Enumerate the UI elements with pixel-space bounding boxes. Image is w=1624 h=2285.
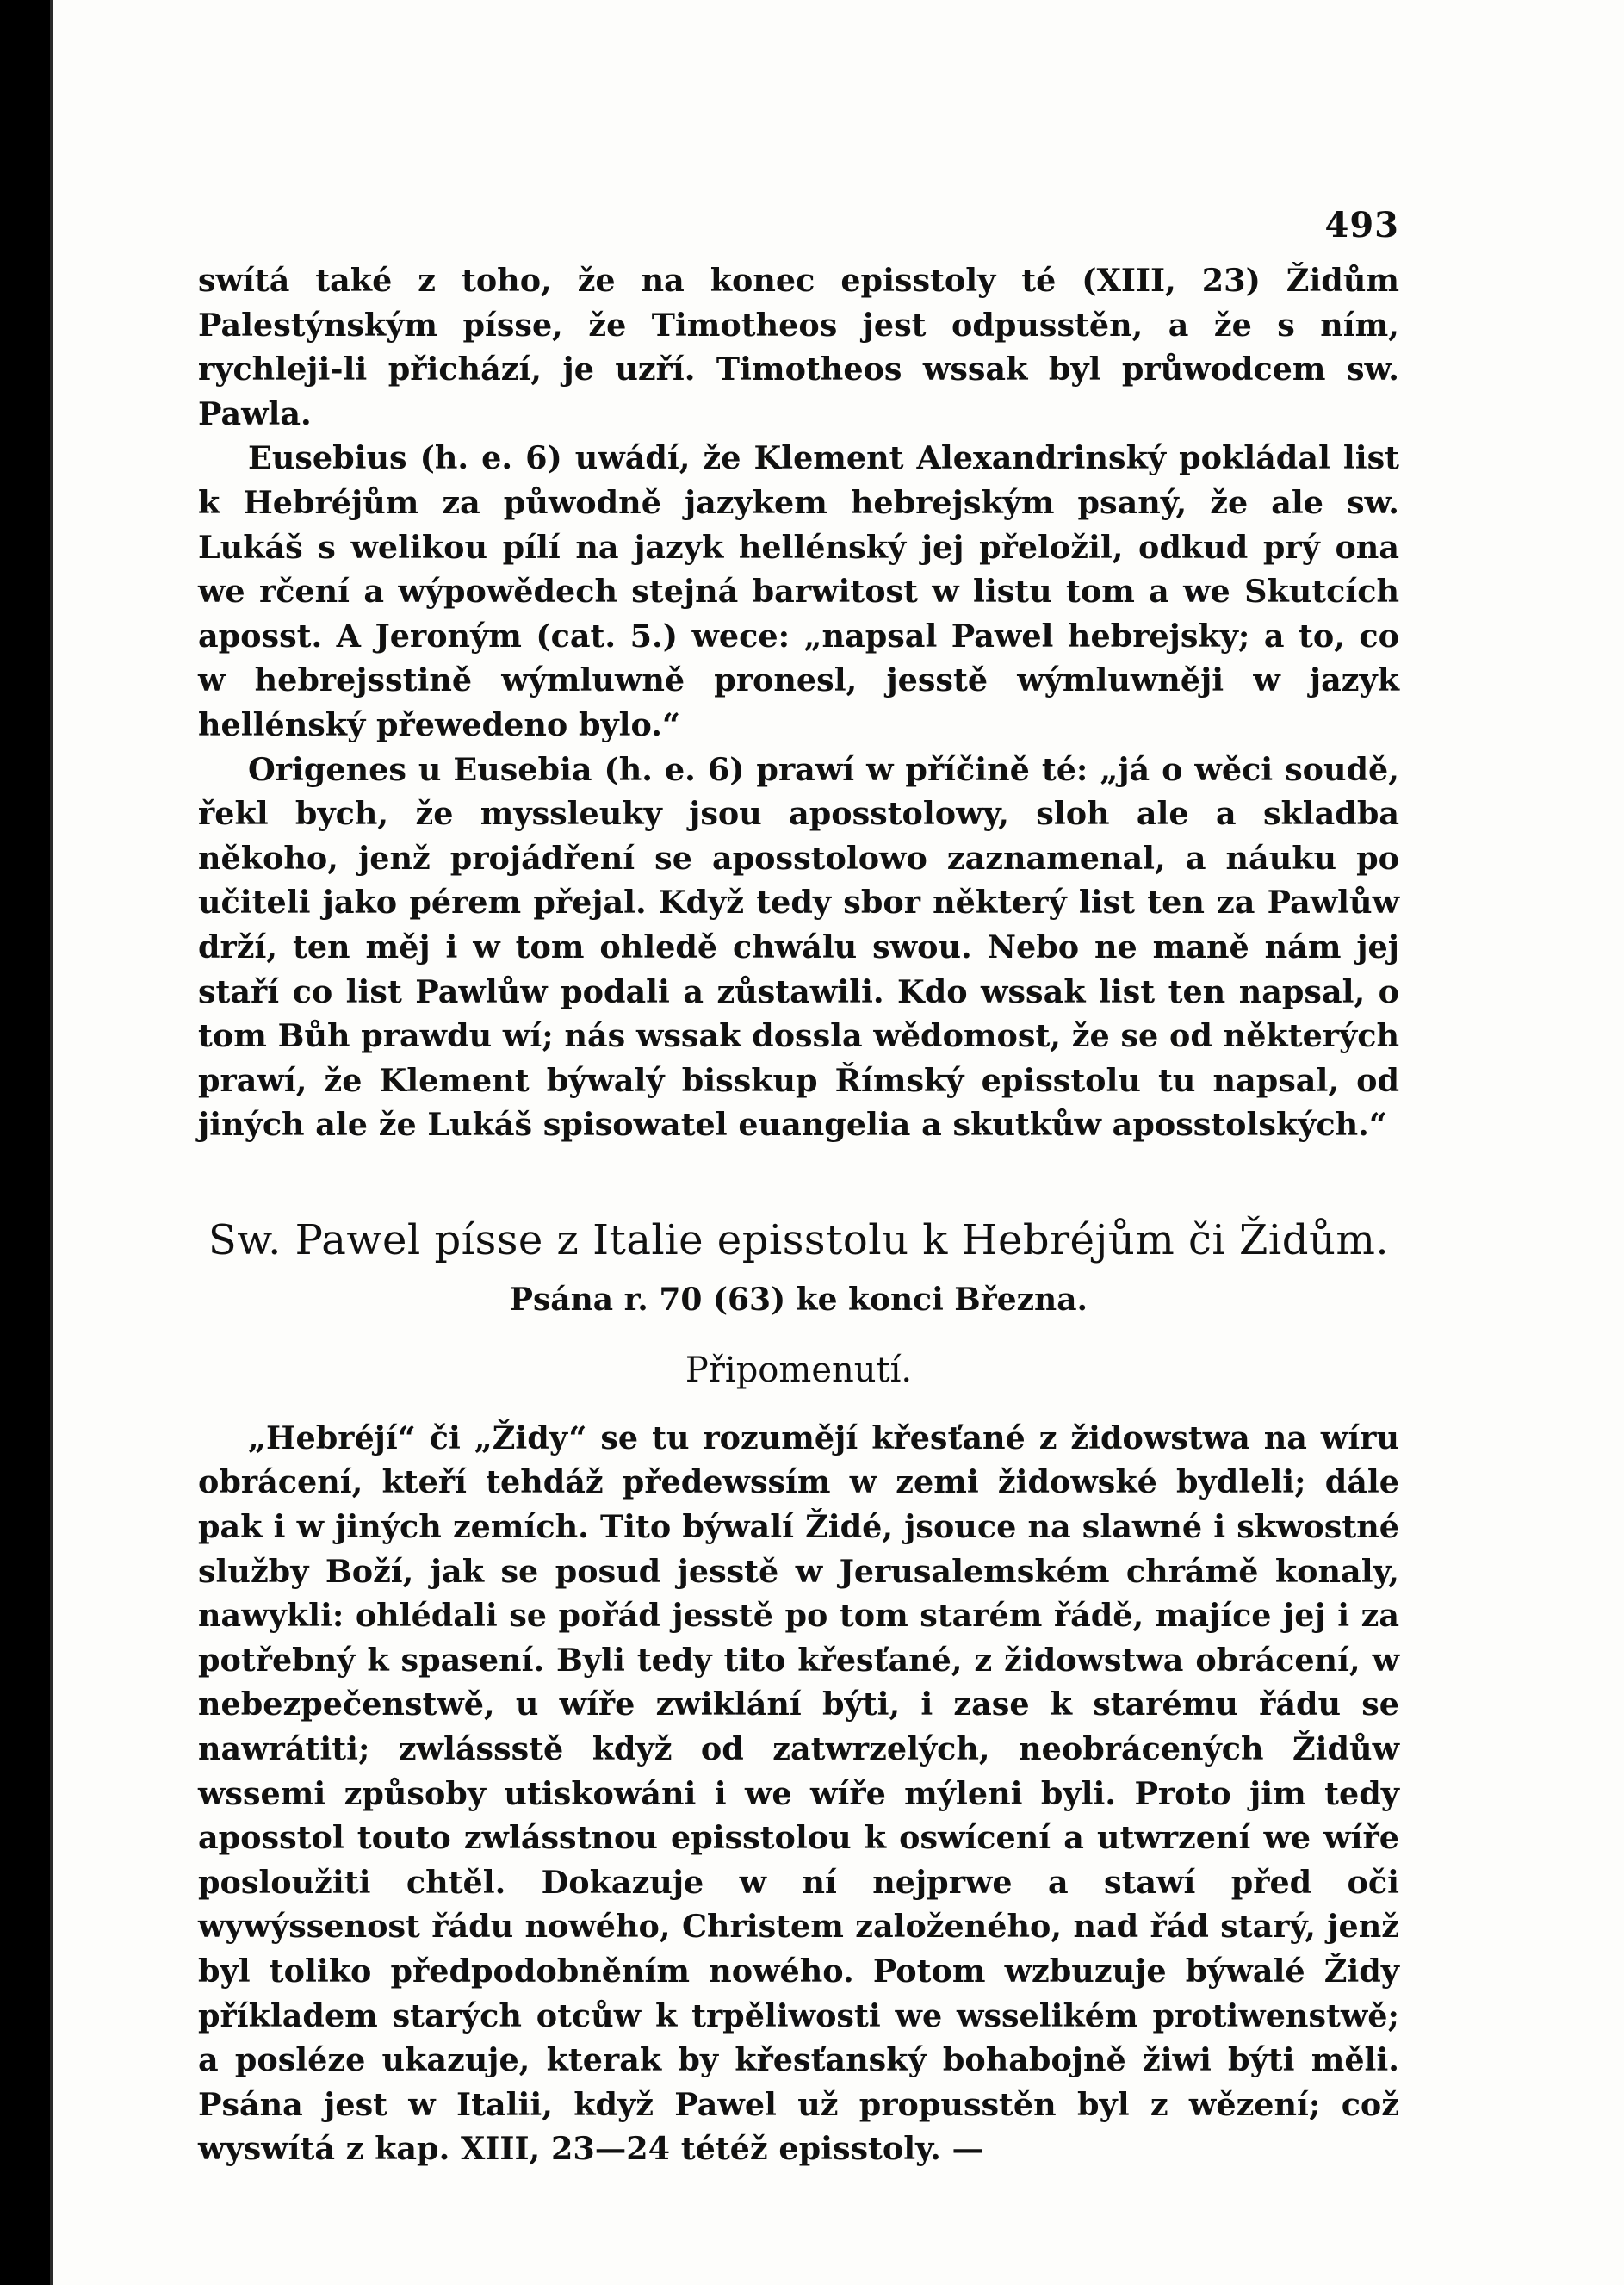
paragraph: „Hebréjí“ či „Židy“ se tu rozumějí křesťané z židowstwa na wíru obrácení, kteří tehdáž předewssím w zemi židowské bydleli; dále pak i w jiných zemích. Tito býwalí Židé, jsouce na slawné i skwostné služby Boží, jak se posud jesstě w Jerusalemském chrámě konaly, nawykli: ohlédali se pořád jesstě po tom starém řádě, majíce jej i za potřebný k spasení. Byli tedy tito křesťané, z židowstwa obrácení, w nebezpečenstwě, u wíře zwiklání býti, i zase k starému řádu se nawrátiti; zwlássstě když od zatwrzelých, neobrácených Židůw wssemi způsoby utiskowáni i we wíře mýleni byli. Proto jim tedy aposstol touto zwlásstnou episstolou k oswícení a utwrzení we wíře posloužiti chtěl. Dokazuje w ní nejprwe a stawí před oči wywýssenost řádu nowého, Christem založeného, nad řád starý, jenž byl toliko předpodobněním nowého. Potom wzbuzuje býwalé Židy příkladem starých otcůw k trpěliwosti we wsselikém protiwenstwě; a posléze ukazuje, kterak by křesťanský bohabojně žiwi býti měli. Psána jest w Italii, když Pawel už propusstěn byl z wězení; což wyswítá z kap. XIII, 23—24 tétéž episstoly. — <box>198 1419 1399 2168</box>
book-page <box>50 0 1624 2285</box>
body-text-bottom <box>198 1416 1399 2171</box>
page-content <box>198 205 1399 2171</box>
paragraph: swítá také z toho, že na konec episstoly té (XIII, 23) Židům Palestýnským písse, že Timotheos jest odpusstěn, a že s ním, rychleji-li přichází, je uzří. Timotheos wssak byl průwodcem sw. Pawla. <box>198 262 1399 432</box>
chapter-subheading: Psána r. 70 (63) ke konci Března. <box>509 1281 1088 1318</box>
body-text-top <box>198 258 1399 1147</box>
chapter-heading: Sw. Pawel písse z Italie episstolu k Hebréjům či Židům. <box>208 1215 1390 1264</box>
paragraph: Eusebius (h. e. 6) uwádí, že Klement Alexandrinský pokládal list k Hebréjům za půwodně jazykem hebrejským psaný, že ale sw. Lukáš s welikou pílí na jazyk hellénský jej přeložil, odkud prý ona we rčení a wýpowědech stejná barwitost w listu tom a we Skutcích aposst. A Jeroným (cat. 5.) wece: „napsal Pawel hebrejsky; a to, co w hebrejsstině wýmluwně pronesl, jesstě wýmluwněji w jazyk hellénský přewedeno bylo.“ <box>198 439 1399 743</box>
paragraph: Origenes u Eusebia (h. e. 6) prawí w příčině té: „já o wěci soudě, řekl bych, že myssleuky jsou aposstolowy, sloh ale a skladba někoho, jenž projádření se aposstolowo zaznamenal, a náuku po učiteli jako pérem přejal. Když tedy sbor některý list ten za Pawlůw drží, ten měj i w tom ohledě chwálu swou. Nebo ne maně nám jej staří co list Pawlůw podali a zůstawili. Kdo wssak list ten napsal, o tom Bůh prawdu wí; nás wssak dossla wědomost, že se od některých prawí, že Klement býwalý bisskup Římský episstolu tu napsal, od jiných ale že Lukáš spisowatel euangelia a skutkůw aposstolských.“ <box>198 750 1399 1144</box>
section-label: Připomenutí. <box>685 1350 913 1390</box>
page-number: 493 <box>1324 205 1399 245</box>
